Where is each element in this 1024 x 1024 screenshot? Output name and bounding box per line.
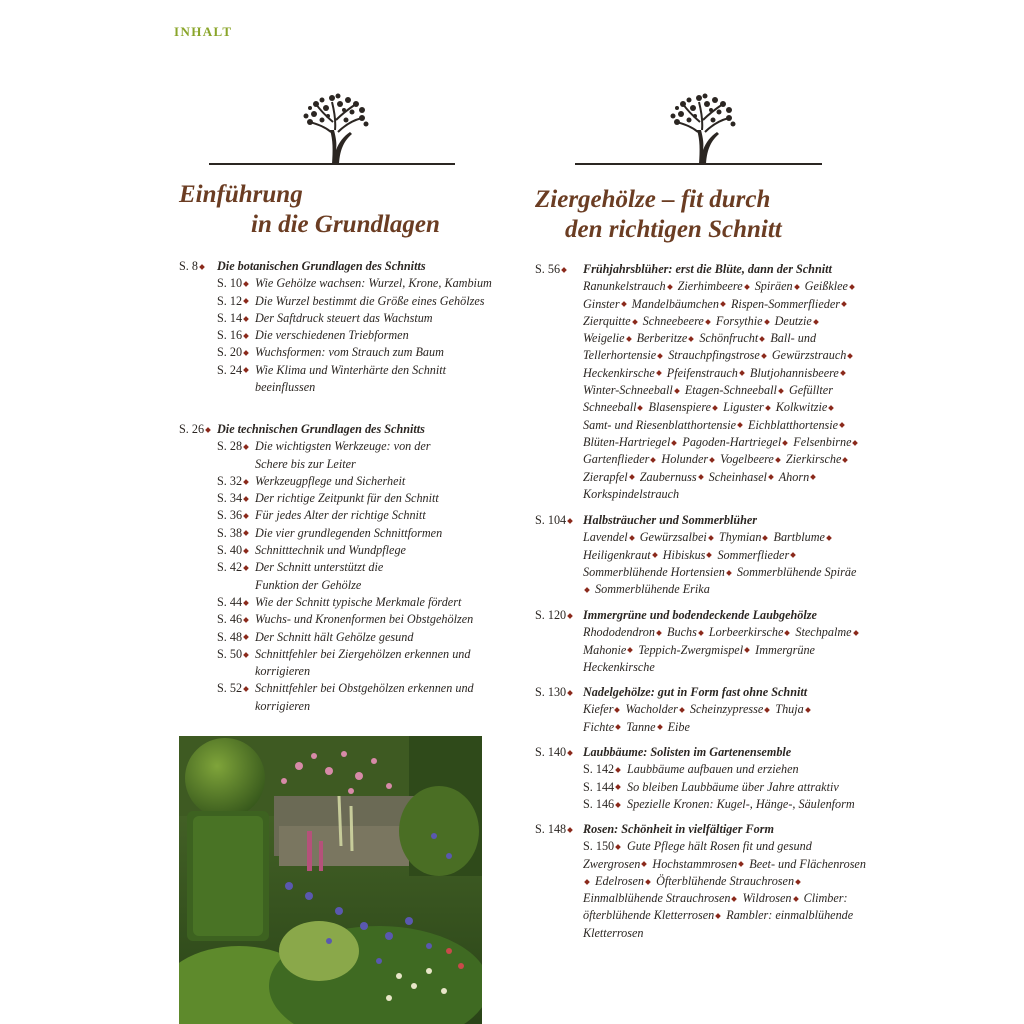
plant-item[interactable]: Geißklee [804, 279, 848, 294]
title-line: den richtigen Schnitt [565, 216, 782, 243]
diamond-separator-icon [853, 630, 859, 636]
plant-list [583, 701, 833, 736]
toc-entry [535, 821, 875, 942]
plant-item[interactable]: Lorbeerkirsche [708, 625, 784, 640]
diamond-separator-icon [793, 896, 799, 902]
toc-subitem[interactable]: S. 50 Schnittfehler bei Ziergehölzen erkennen und korrigieren [217, 646, 471, 679]
plant-item[interactable]: Wacholder [625, 702, 678, 717]
plant-item[interactable]: Bartblume [773, 530, 825, 545]
diamond-separator-icon [705, 319, 711, 325]
plant-item[interactable]: Etagen-Schneeball [684, 383, 777, 398]
diamond-separator-icon [849, 284, 855, 290]
plant-item[interactable]: Zierapfel [583, 469, 628, 484]
title-line: Einführung [179, 181, 303, 208]
plant-item[interactable]: Gefüllter Schneeball [583, 383, 833, 415]
plant-item[interactable]: Hochstammrosen [652, 856, 738, 871]
plant-item[interactable]: Rhododendron [583, 625, 655, 640]
diamond-separator-icon [615, 724, 621, 730]
toc-entry [535, 607, 875, 676]
plant-item[interactable]: Korkspindelstrauch [583, 486, 680, 501]
diamond-separator-icon [778, 388, 784, 394]
page-number: S. 104 [535, 512, 583, 529]
plant-item[interactable]: Öfterblühende Strauchrosen [656, 873, 795, 888]
toc-main-title: Halbsträucher und Sommerblüher [583, 513, 758, 527]
plant-item[interactable]: Strauchpfingstrose [668, 348, 760, 363]
diamond-separator-icon [768, 474, 774, 480]
plant-list [583, 529, 863, 598]
diamond-separator-icon [679, 707, 685, 713]
toc-entry [179, 421, 499, 715]
diamond-separator-icon [657, 724, 663, 730]
toc-main-title: Frühjahrsblüher: erst die Blüte, dann der Schnitt [583, 262, 832, 276]
toc-subitem[interactable]: S. 20 Wuchsformen: vom Strauch zum Baum [217, 345, 444, 360]
diamond-separator-icon [759, 336, 765, 342]
plant-item[interactable]: Pagoden-Hartriegel [682, 434, 782, 449]
plant-list [583, 624, 863, 676]
diamond-separator-icon [848, 353, 854, 359]
diamond-separator-icon [584, 879, 590, 885]
toc-subitem[interactable]: S. 42 Der Schnitt unterstützt die Funktion der Gehölze [217, 560, 384, 592]
plant-list [583, 856, 868, 942]
plant-item[interactable]: Deutzie [774, 313, 812, 328]
toc-subitem[interactable]: S. 14 Der Saftdruck steuert das Wachstum [217, 310, 433, 325]
plant-item[interactable]: Edelrosen [595, 873, 645, 888]
plant-item[interactable]: Hibiskus [662, 547, 706, 562]
plant-item[interactable]: Schönfrucht [699, 331, 759, 346]
plant-item[interactable]: Rambler: einmalblühende Kletterrosen [583, 908, 854, 940]
toc-subitem[interactable]: S. 38 Die vier grundlegenden Schnittformen [217, 525, 443, 540]
diamond-separator-icon [652, 552, 658, 558]
diamond-separator-icon [698, 474, 704, 480]
diamond-separator-icon [826, 535, 832, 541]
diamond-separator-icon [726, 570, 732, 576]
toc-main-title: Die botanischen Grundlagen des Schnitts [217, 259, 426, 273]
plant-item[interactable]: Ahorn [778, 469, 810, 484]
plant-item[interactable]: Ginster [583, 296, 620, 311]
toc-main-title: Laubbäume: Solisten im Gartenensemble [583, 745, 792, 759]
diamond-separator-icon [712, 405, 718, 411]
plant-item[interactable]: Ball- und Tellerhortensie [583, 331, 817, 363]
diamond-separator-icon [698, 630, 704, 636]
toc-main-heading[interactable] [179, 258, 499, 275]
plant-item[interactable]: Einmalblühende Strauchrosen [583, 891, 731, 906]
toc-main-heading[interactable] [179, 421, 499, 438]
diamond-separator-icon [720, 301, 726, 307]
plant-item[interactable]: Climber: öfterblühende Kletterrosen [583, 891, 848, 923]
plant-item[interactable]: Sommerblühende Hortensien [583, 564, 725, 579]
title-line: Ziergehölze – fit durch [535, 186, 771, 213]
plant-item[interactable]: Zwergrosen [583, 856, 641, 871]
diamond-separator-icon [642, 861, 648, 867]
plant-item[interactable]: Tanne [626, 719, 656, 734]
toc-subitem[interactable]: S. 28 Die wichtigsten Werkzeuge: von der Schere bis zur Leiter [217, 439, 431, 471]
page-number: S. 56 [535, 261, 583, 278]
toc-subitem[interactable]: S. 52 Schnittfehler bei Obstgehölzen erkennen und korrigieren [217, 681, 474, 713]
page-number: S. 140 [535, 744, 583, 761]
diamond-separator-icon [584, 587, 590, 593]
diamond-separator-icon [839, 423, 845, 429]
plant-item[interactable]: Rispen-Sommerflieder [730, 296, 840, 311]
diamond-separator-icon [810, 474, 816, 480]
diamond-separator-icon [805, 707, 811, 713]
diamond-separator-icon [667, 284, 673, 290]
diamond-separator-icon [674, 388, 680, 394]
plant-item[interactable]: Zaubernuss [639, 469, 697, 484]
plant-item[interactable]: Weigelie [583, 331, 625, 346]
plant-item[interactable]: Stechpalme [795, 625, 852, 640]
toc-subitem[interactable]: S. 32 Werkzeugpflege und Sicherheit [217, 473, 406, 488]
toc-entry [535, 744, 875, 813]
diamond-separator-icon [689, 336, 695, 342]
plant-item[interactable]: Felsenbirne [793, 434, 852, 449]
toc-main-title: Immergrüne und bodendeckende Laubgehölze [583, 608, 817, 622]
plant-item[interactable]: Mahonie [583, 642, 627, 657]
diamond-separator-icon [621, 301, 627, 307]
plant-item[interactable]: Scheinzypresse [689, 702, 764, 717]
diamond-separator-icon [765, 405, 771, 411]
plant-item[interactable]: Thymian [718, 530, 762, 545]
page-number: S. 130 [535, 684, 583, 701]
diamond-separator-icon [671, 440, 677, 446]
plant-item[interactable]: Pfeifenstrauch [666, 365, 738, 380]
plant-item[interactable]: Berberitze [636, 331, 688, 346]
toc-subitem[interactable]: S. 34 Der richtige Zeitpunkt für den Schnitt [217, 491, 439, 506]
plant-item[interactable]: Blüten-Hartriegel [583, 434, 671, 449]
diamond-separator-icon [651, 457, 657, 463]
toc-main-heading[interactable] [535, 607, 875, 624]
plant-item[interactable]: Fichte [583, 719, 615, 734]
toc-subitem[interactable]: S. 146 Spezielle Kronen: Kugel-, Hänge-, Säulenform [583, 796, 855, 811]
plant-item[interactable]: Sommerblühende Spiräe [736, 564, 857, 579]
toc-main-title: Rosen: Schönheit in vielfältiger Form [583, 822, 774, 836]
plant-item[interactable]: Spiräen [754, 279, 793, 294]
toc-main-title: Nadelgehölze: gut in Form fast ohne Schnitt [583, 685, 808, 699]
diamond-separator-icon [732, 896, 738, 902]
tree-ornament-icon [302, 92, 370, 166]
toc-main-title: Die technischen Grundlagen des Schnitts [217, 422, 425, 436]
plant-item[interactable]: Immergrüne Heckenkirsche [583, 642, 815, 674]
toc-main-heading[interactable] [535, 744, 875, 761]
plant-item[interactable]: Schneebeere [642, 313, 704, 328]
page-header: INHALT [174, 24, 233, 39]
toc-subitem[interactable]: S. 44 Wie der Schnitt typische Merkmale fördert [217, 594, 462, 609]
toc-entry [179, 258, 499, 396]
plant-item[interactable]: Forsythie [715, 313, 763, 328]
toc-subitem[interactable]: S. 16 Die verschiedenen Triebformen [217, 328, 409, 343]
diamond-separator-icon [715, 913, 721, 919]
diamond-separator-icon [764, 707, 770, 713]
plant-item[interactable]: Wildrosen [742, 891, 792, 906]
plant-item[interactable]: Scheinhasel [708, 469, 767, 484]
page-number: S. 148 [535, 821, 583, 838]
diamond-separator-icon [656, 371, 662, 377]
plant-item[interactable]: Gewürzstrauch [771, 348, 847, 363]
plant-item[interactable]: Beet- und Flächenrosen [749, 856, 866, 871]
diamond-separator-icon [782, 440, 788, 446]
toc-subitem[interactable]: S. 150 Gute Pflege hält Rosen fit und gesund [583, 839, 812, 854]
diamond-separator-icon [790, 552, 796, 558]
page-number: S. 120 [535, 607, 583, 624]
toc-subitem[interactable]: S. 46 Wuchs- und Kronenformen bei Obstgehölzen [217, 612, 474, 627]
plant-item[interactable]: Sommerblühende Erika [595, 582, 710, 597]
diamond-separator-icon [657, 353, 663, 359]
plant-item[interactable]: Blasenspiere [648, 400, 712, 415]
diamond-separator-icon [632, 319, 638, 325]
diamond-separator-icon [627, 647, 633, 653]
plant-item[interactable]: Vogelbeere [720, 452, 774, 467]
diamond-separator-icon [629, 474, 635, 480]
diamond-separator-icon [841, 301, 847, 307]
diamond-separator-icon [656, 630, 662, 636]
plant-item[interactable]: Kiefer [583, 702, 614, 717]
diamond-separator-icon [615, 707, 621, 713]
divider-line [209, 163, 455, 165]
diamond-separator-icon [853, 440, 859, 446]
diamond-separator-icon [744, 647, 750, 653]
toc-main-heading[interactable] [535, 684, 875, 701]
garden-photo [179, 736, 482, 1024]
plant-item[interactable]: Lavendel [583, 530, 628, 545]
plant-item[interactable]: Heckenkirsche [583, 365, 655, 380]
plant-item[interactable]: Gewürzsalbei [639, 530, 707, 545]
diamond-separator-icon [626, 336, 632, 342]
title-line: in die Grundlagen [251, 211, 440, 238]
plant-item[interactable]: Winter-Schneeball [583, 383, 673, 398]
toc-subitem[interactable]: S. 36 Für jedes Alter der richtige Schnitt [217, 508, 426, 523]
diamond-separator-icon [843, 457, 849, 463]
left-section-title [179, 180, 440, 240]
plant-item[interactable]: Liguster [723, 400, 764, 415]
page-number: S. 26 [179, 421, 217, 438]
diamond-separator-icon [739, 371, 745, 377]
toc-main-heading[interactable] [535, 512, 875, 529]
diamond-separator-icon [764, 319, 770, 325]
plant-item[interactable]: Mandelbäumchen [631, 296, 719, 311]
diamond-separator-icon [795, 879, 801, 885]
diamond-separator-icon [638, 405, 644, 411]
toc-entry [535, 261, 875, 503]
plant-item[interactable]: Thuja [775, 702, 804, 717]
plant-item[interactable]: Holunder [661, 452, 709, 467]
toc-entry [535, 512, 875, 598]
right-section-title [535, 185, 782, 245]
toc-subitem[interactable]: S. 40 Schnitttechnik und Wundpflege [217, 543, 406, 558]
diamond-separator-icon [707, 552, 713, 558]
diamond-separator-icon [709, 457, 715, 463]
toc-main-heading[interactable] [535, 821, 875, 838]
toc-entry [535, 684, 875, 736]
page-number: S. 8 [179, 258, 217, 275]
diamond-separator-icon [737, 423, 743, 429]
toc-main-heading[interactable] [535, 261, 875, 278]
plant-item[interactable]: Gartenflieder [583, 452, 650, 467]
plant-item[interactable]: Zierkirsche [785, 452, 842, 467]
plant-item[interactable]: Kolkwitzie [775, 400, 828, 415]
diamond-separator-icon [840, 371, 846, 377]
diamond-separator-icon [738, 861, 744, 867]
diamond-separator-icon [629, 535, 635, 541]
diamond-separator-icon [708, 535, 714, 541]
toc-subitem[interactable]: S. 10 Wie Gehölze wachsen: Wurzel, Krone, Kambium [217, 276, 492, 291]
plant-item[interactable]: Eibe [667, 719, 690, 734]
diamond-separator-icon [775, 457, 781, 463]
plant-item[interactable]: Ranunkelstrauch [583, 279, 666, 294]
plant-item[interactable]: Buchs [667, 625, 697, 640]
toc-subitem[interactable]: S. 142 Laubbäume aufbauen und erziehen [583, 762, 799, 777]
toc-subitem[interactable]: S. 48 Der Schnitt hält Gehölze gesund [217, 629, 414, 644]
plant-item[interactable]: Teppich-Zwergmispel [638, 642, 744, 657]
diamond-separator-icon [761, 353, 767, 359]
toc-subitem[interactable]: S. 24 Wie Klima und Winterhärte den Schnitt beeinflussen [217, 362, 447, 395]
diamond-separator-icon [744, 284, 750, 290]
plant-item[interactable]: Heiligenkraut [583, 547, 651, 562]
plant-item[interactable]: Sommerflieder [717, 547, 790, 562]
plant-item[interactable]: Blutjohannisbeere [749, 365, 839, 380]
diamond-separator-icon [763, 535, 769, 541]
plant-item[interactable]: Eichblatthortensie [748, 417, 839, 432]
diamond-separator-icon [785, 630, 791, 636]
diamond-separator-icon [645, 879, 651, 885]
divider-line [575, 163, 822, 165]
tree-ornament-icon [669, 92, 737, 166]
plant-list [583, 278, 863, 503]
diamond-separator-icon [794, 284, 800, 290]
toc-subitem[interactable]: S. 144 So bleiben Laubbäume über Jahre attraktiv [583, 779, 839, 794]
plant-item[interactable]: Samt- und Riesenblatthortensie [583, 417, 736, 432]
diamond-separator-icon [813, 319, 819, 325]
plant-item[interactable]: Zierquitte [583, 313, 631, 328]
plant-item[interactable]: Zierhimbeere [677, 279, 743, 294]
diamond-separator-icon [828, 405, 834, 411]
toc-subitem[interactable]: S. 12 Die Wurzel bestimmt die Größe eines Gehölzes [217, 293, 485, 308]
